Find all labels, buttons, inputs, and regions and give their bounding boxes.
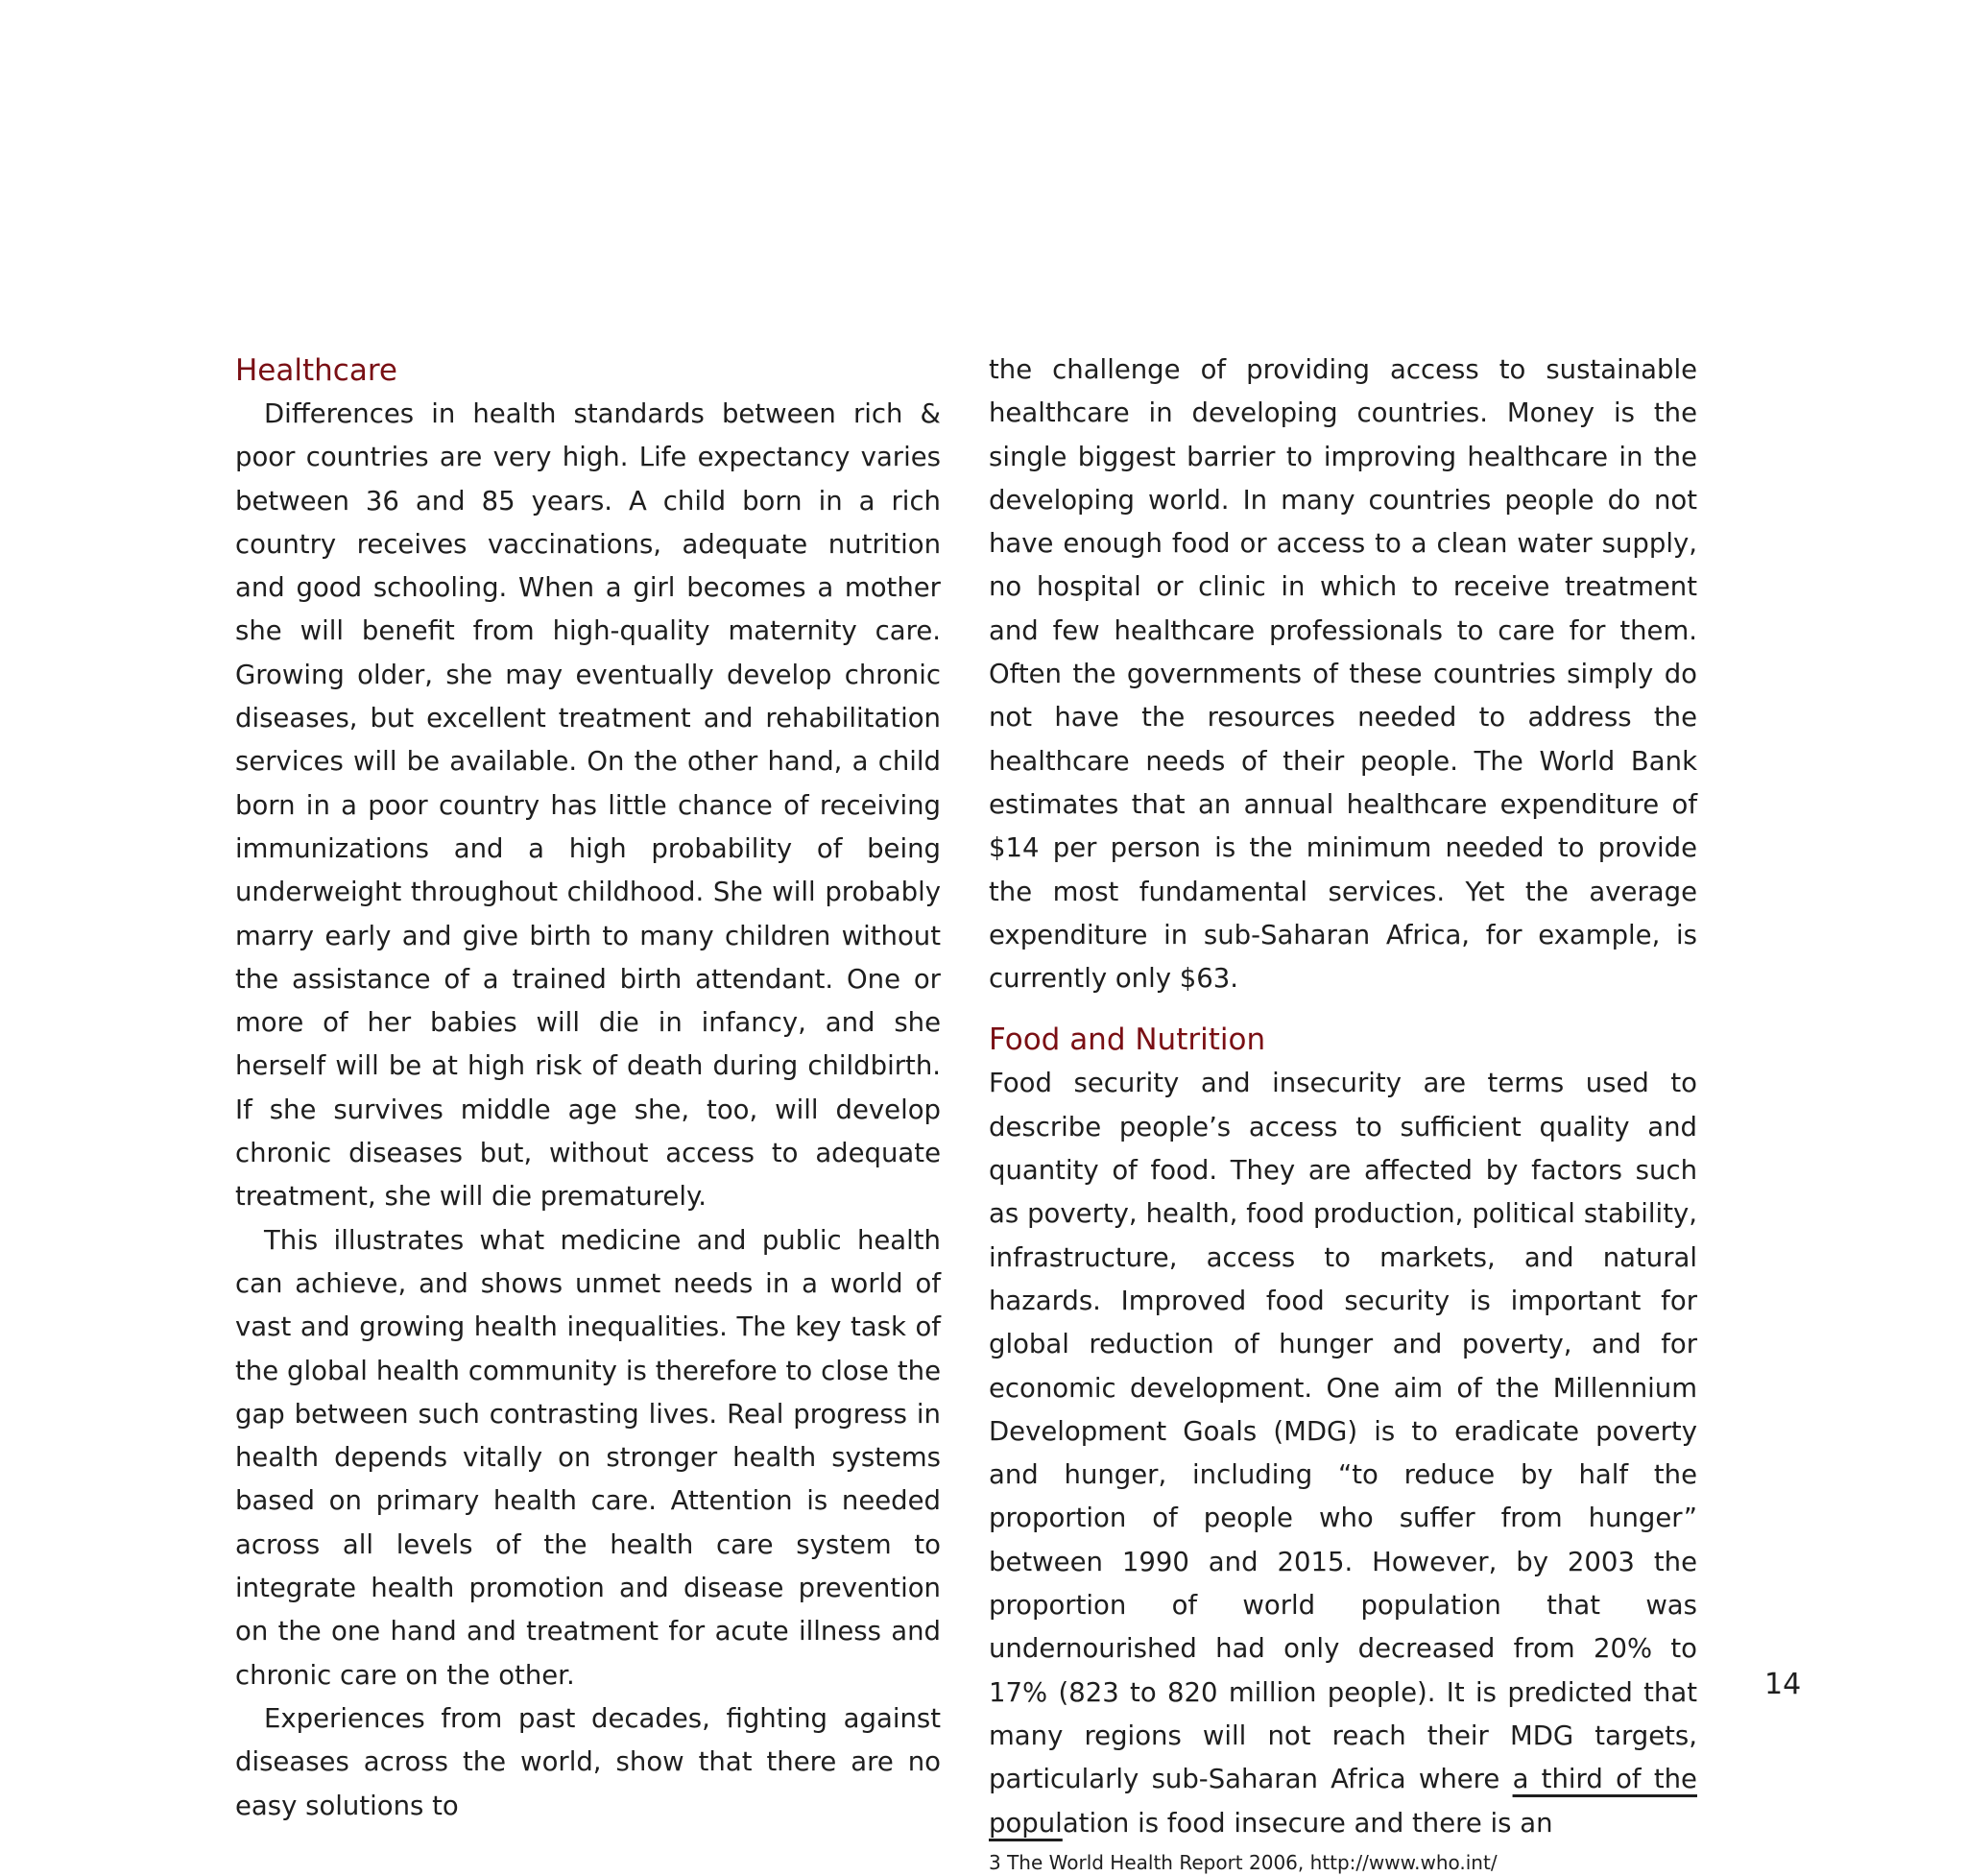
food-paragraph-main-text: Food security and insecurity are terms used to describe people’s access to sufficient quality and quantity of food. They are affected by factors such as poverty, health, food production, political stability, infrastructure, access to markets, and natural hazards. Improved food security is important for global reduction of hunger and poverty, and for economic development. One aim of the Millennium Development Goals (MDG) is to eradicate poverty and hunger, including “to reduce by half the proportion of people who suffer from hunger” between 1990 and 2015. However, by 2003 the proportion of world population that was undernourished had only decreased from 20% to 17% (823 to 820 million people). It is predicted that many regions will not reach their MDG targets, particularly sub-Saharan Africa where	[989, 1068, 1697, 1795]
food-nutrition-paragraph	[989, 1062, 1697, 1844]
page-number: 14	[1764, 1668, 1802, 1701]
right-column	[989, 349, 1697, 1876]
healthcare-paragraph-2: This illustrates what medicine and public health can achieve, and shows unmet needs in a world of vast and growing health inequalities. The key task of the global health community is therefore to close the gap between such contrasting lives. Real progress in health depends vitally on stronger health systems based on primary health care. Attention is needed across all levels of the health care system to integrate health promotion and disease prevention on the one hand and treatment for acute illness and chronic care on the other.	[235, 1224, 941, 1691]
food-nutrition-heading: Food and Nutrition	[989, 1022, 1266, 1058]
footnote: 3 The World Health Report 2006, http://www.who.int/	[989, 1850, 1498, 1874]
healthcare-paragraph-1: Differences in health standards between rich & poor countries are very high. Life expectancy varies between 36 and 85 years. A child born in a rich country receives vaccinations, adequate nutrition and good schooling. When a girl becomes a mother she will benefit from high-quality maternity care. Growing older, she may eventually develop chronic diseases, but excellent treatment and rehabilitation services will be available. On the other hand, a child born in a poor country has little chance of receiving immunizations and a high probability of being underweight throughout childhood. She will probably marry early and give birth to many children without the assistance of a trained birth attendant. One or more of her babies will die in infancy, and she herself will be at high risk of death during childbirth. If she survives middle age she, too, will develop chronic diseases but, without access to adequate treatment, she will die prematurely.	[235, 398, 941, 1213]
healthcare-heading: Healthcare	[235, 353, 397, 388]
healthcare-continuation-paragraph: the challenge of providing access to sustainable healthcare in developing countries. Money is the single biggest barrier to improving healthcare in the developing world. In many countries people do not have enough food or access to a clean water supply, no hospital or clinic in which to receive treatment and few healthcare professionals to care for them. Often the governments of these countries simply do not have the resources needed to address the healthcare needs of their people. The World Bank estimates that an annual healthcare expenditure of $14 per person is the minimum needed to provide the most fundamental services. Yet the average expenditure in sub-Saharan Africa, for example, is currently only $63.	[989, 354, 1697, 995]
food-paragraph-tail-text: ation is food insecure and there is an	[1062, 1807, 1553, 1839]
healthcare-paragraph-3: Experiences from past decades, fighting against diseases across the world, show that there are no easy solutions to	[235, 1702, 941, 1821]
food-paragraph-underlined-text: a third of the popul	[989, 1764, 1697, 1839]
left-column	[235, 349, 941, 1828]
